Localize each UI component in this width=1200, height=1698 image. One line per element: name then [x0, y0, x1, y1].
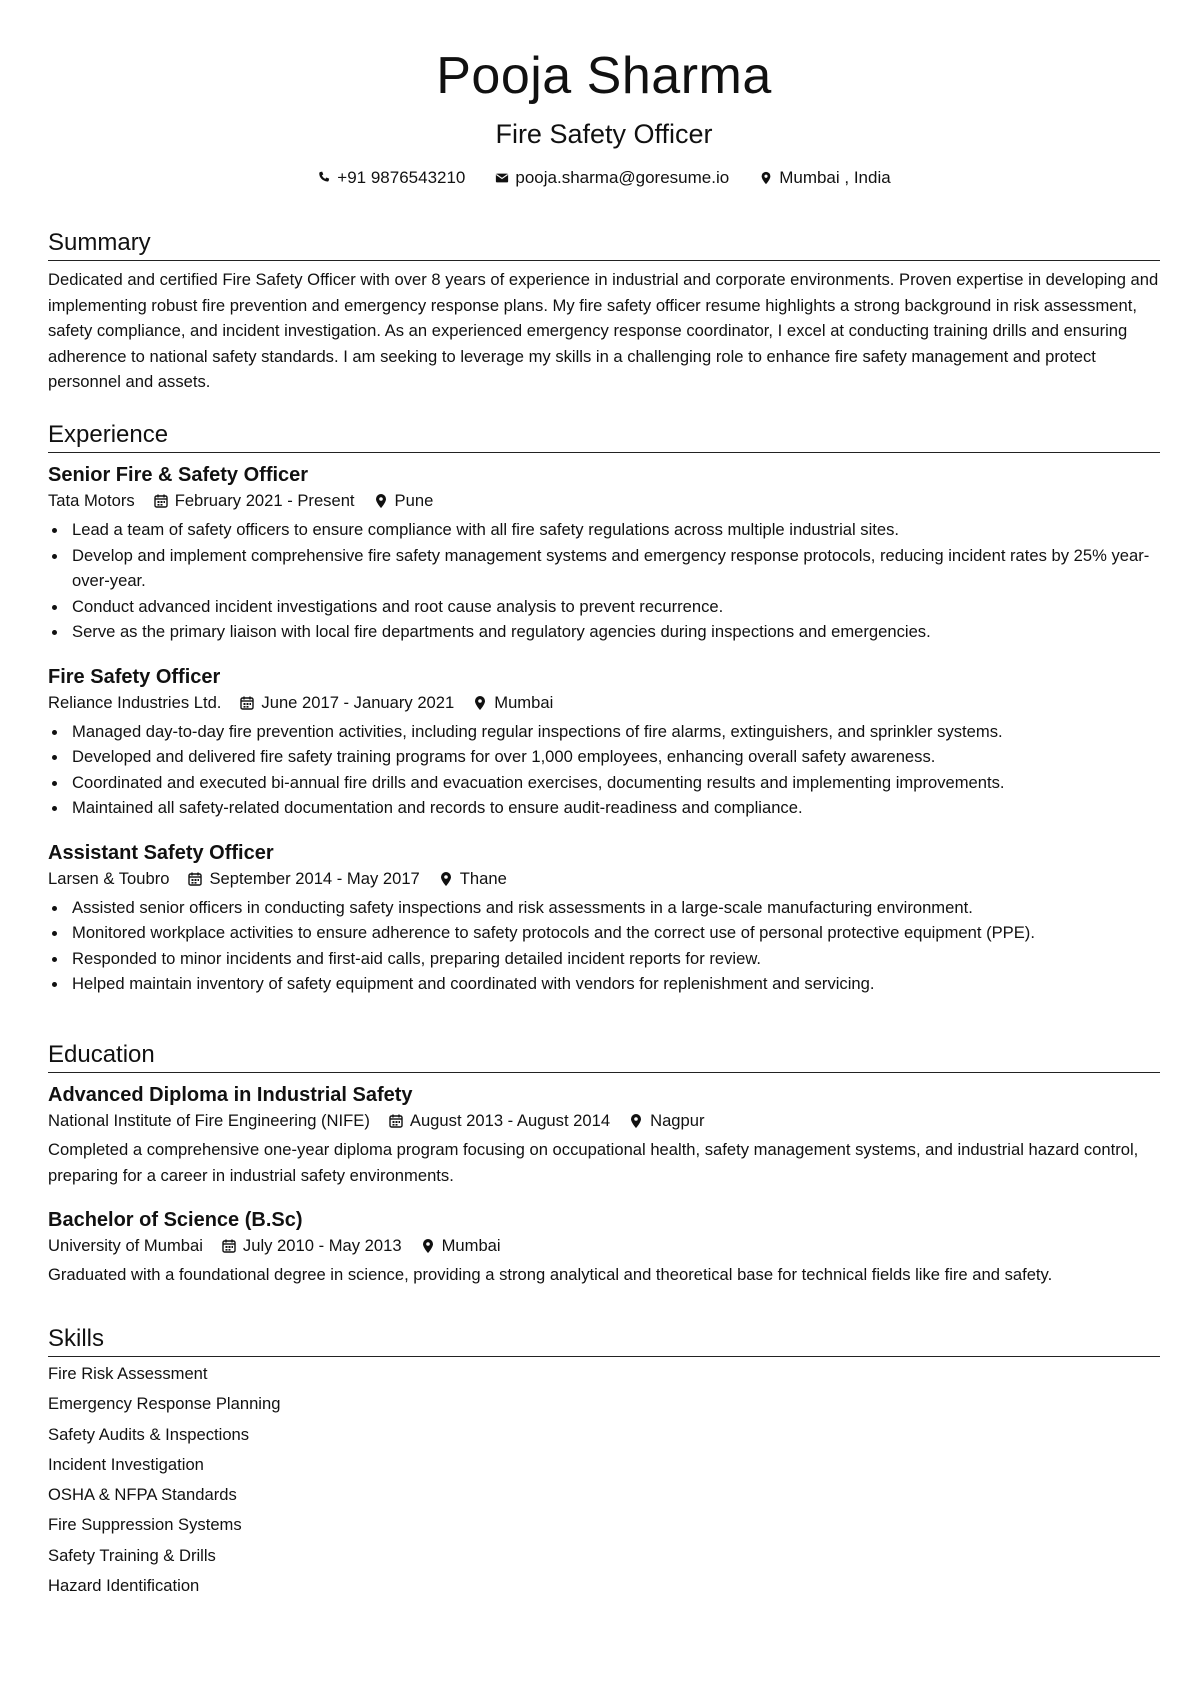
job-dates — [187, 867, 419, 891]
education-dates-text: August 2013 - August 2014 — [409, 1111, 611, 1130]
education-location-text: Nagpur — [650, 1111, 705, 1130]
job-entry — [48, 839, 1160, 997]
education-entry — [48, 1081, 1160, 1188]
skill-item: Fire Risk Assessment — [48, 1364, 208, 1383]
education-entry — [48, 1206, 1160, 1288]
school-name: University of Mumbai — [48, 1236, 203, 1255]
list-item: Conduct advanced incident investigations and root cause analysis to prevent recurrence. — [48, 594, 1160, 620]
list-item: Managed day-to-day fire prevention activities, including regular inspections of fire alarms, extinguishers, and sprinkler systems. — [48, 719, 1160, 745]
contact-location-text: Mumbai , India — [779, 168, 891, 187]
skills-list — [48, 1359, 1160, 1601]
phone-icon — [317, 171, 331, 185]
contact-phone[interactable] — [317, 166, 465, 190]
mail-icon — [495, 171, 509, 185]
degree-title: Bachelor of Science (B.Sc) — [48, 1209, 303, 1231]
skill-item: Incident Investigation — [48, 1454, 204, 1474]
education-description: Completed a comprehensive one-year diploma program focusing on occupational health, safety management systems, and industrial hazard control, preparing for a career in industrial safety environments. — [48, 1140, 1139, 1185]
skill-item: Safety Audits & Inspections — [48, 1424, 250, 1444]
calendar-icon — [239, 695, 255, 711]
candidate-title: Fire Safety Officer — [495, 119, 713, 149]
location-pin-icon — [420, 1238, 436, 1254]
education-location — [420, 1234, 501, 1258]
section-heading-education: Education — [48, 1040, 1160, 1073]
list-item: Serve as the primary liaison with local fire departments and regulatory agencies during inspections and emergencies. — [48, 619, 1160, 645]
list-item: Assisted senior officers in conducting safety inspections and risk assessments in a large-scale manufacturing environment. — [48, 895, 1160, 921]
job-dates-text: June 2017 - January 2021 — [261, 692, 455, 712]
job-dates-text: February 2021 - Present — [174, 491, 355, 510]
job-title: Senior Fire & Safety Officer — [48, 464, 309, 486]
job-company: Tata Motors — [48, 491, 135, 510]
resume-page — [48, 0, 1160, 1596]
job-bullets — [48, 895, 1160, 997]
location-pin-icon — [472, 695, 488, 711]
summary-text: Dedicated and certified Fire Safety Officer with over 8 years of experience in industrial and corporate environments. Proven expertise in developing and implementing robust fire prevention and emergency response plans. My fire safety officer resume highlights a strong background in risk assessment, safety compliance, and incident investigation. As an experienced emergency response coordinator, I excel at conducting training drills and ensuring adherence to national safety standards. I am seeking to leverage my skills in a challenging role to enhance fire safety management and protect personnel and assets. — [48, 270, 1159, 391]
job-location — [472, 691, 553, 715]
list-item: Coordinated and executed bi-annual fire drills and evacuation exercises, documenting results and implementing improvements. — [48, 770, 1160, 796]
skill-item: Hazard Identification — [48, 1576, 200, 1596]
location-pin-icon — [438, 871, 454, 887]
education-description: Graduated with a foundational degree in science, providing a strong analytical and theoretical base for technical fields like fire and safety. — [48, 1265, 1053, 1284]
contact-phone-text: +91 9876543210 — [337, 168, 466, 187]
job-company: Reliance Industries Ltd. — [48, 692, 222, 712]
list-item: Developed and delivered fire safety training programs for over 1,000 employees, enhancing overall safety awareness. — [48, 744, 1160, 770]
contact-row — [48, 166, 1160, 190]
list-item: Maintained all safety-related documentation and records to ensure audit-readiness and compliance. — [48, 795, 1160, 821]
skill-item: Fire Suppression Systems — [48, 1515, 242, 1535]
list-item: Monitored workplace activities to ensure adherence to safety protocols and the correct use of personal protective equipment (PPE). — [48, 920, 1160, 946]
section-heading-experience: Experience — [48, 420, 1160, 453]
job-title: Fire Safety Officer — [48, 665, 221, 688]
job-company: Larsen & Toubro — [48, 868, 170, 888]
location-pin-icon — [373, 493, 389, 509]
job-entry — [48, 663, 1160, 821]
job-title: Assistant Safety Officer — [48, 841, 274, 864]
job-bullets — [48, 517, 1160, 645]
summary-section — [48, 228, 1160, 395]
section-heading-summary: Summary — [48, 228, 1160, 261]
resume-header — [48, 0, 1160, 190]
job-location — [373, 489, 434, 513]
calendar-icon — [388, 1113, 404, 1129]
list-item: Helped maintain inventory of safety equipment and coordinated with vendors for replenishment and servicing. — [48, 971, 1160, 997]
education-meta — [48, 1109, 1160, 1133]
list-item: Lead a team of safety officers to ensure compliance with all fire safety regulations across multiple industrial sites. — [48, 517, 1160, 543]
job-meta — [48, 691, 1160, 715]
list-item: Develop and implement comprehensive fire safety management systems and emergency response protocols, reducing incident rates by 25% year-over-year. — [48, 543, 1160, 594]
education-section — [48, 1040, 1160, 1288]
job-dates — [153, 489, 355, 513]
job-dates — [239, 691, 454, 715]
location-pin-icon — [759, 171, 773, 185]
contact-email-text: pooja.sharma@goresume.io — [515, 168, 730, 187]
job-location-text: Pune — [394, 491, 434, 510]
education-dates — [388, 1109, 610, 1133]
education-dates-text: July 2010 - May 2013 — [242, 1236, 402, 1255]
skill-item: Safety Training & Drills — [48, 1545, 216, 1565]
job-meta — [48, 867, 1160, 891]
candidate-name: Pooja Sharma — [436, 47, 772, 105]
job-entry — [48, 461, 1160, 645]
contact-location — [759, 166, 891, 190]
location-pin-icon — [628, 1113, 644, 1129]
education-dates — [221, 1234, 402, 1258]
experience-section — [48, 420, 1160, 997]
job-location — [438, 867, 507, 891]
list-item: Responded to minor incidents and first-aid calls, preparing detailed incident reports for review. — [48, 946, 1160, 972]
education-location-text: Mumbai — [441, 1236, 501, 1255]
job-location-text: Thane — [459, 868, 507, 888]
contact-email[interactable] — [495, 166, 729, 190]
school-name: National Institute of Fire Engineering (NIFE) — [48, 1111, 370, 1130]
job-location-text: Mumbai — [494, 692, 554, 712]
job-meta — [48, 489, 1160, 513]
job-bullets — [48, 719, 1160, 821]
calendar-icon — [221, 1238, 237, 1254]
calendar-icon — [187, 871, 203, 887]
education-location — [628, 1109, 704, 1133]
skills-section — [48, 1324, 1160, 1601]
degree-title: Advanced Diploma in Industrial Safety — [48, 1084, 413, 1106]
section-heading-skills: Skills — [48, 1324, 1160, 1357]
calendar-icon — [153, 493, 169, 509]
education-meta — [48, 1234, 1160, 1258]
skill-item: OSHA & NFPA Standards — [48, 1485, 237, 1505]
skill-item: Emergency Response Planning — [48, 1394, 281, 1414]
job-dates-text: September 2014 - May 2017 — [209, 868, 420, 888]
